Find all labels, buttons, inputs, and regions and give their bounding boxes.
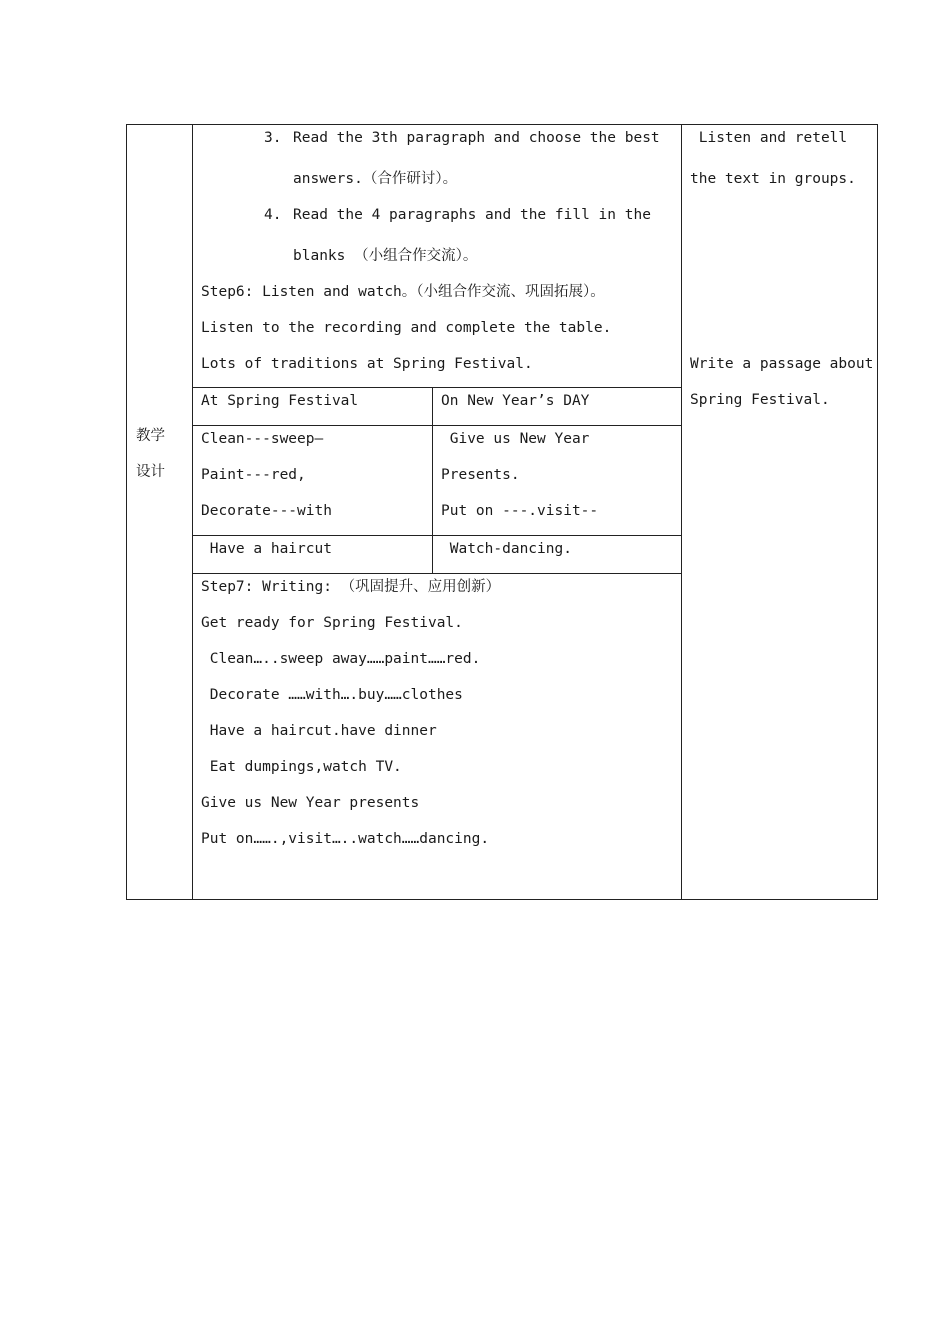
inner-table-top <box>192 387 682 388</box>
item-3-line-1: Read the 3th paragraph and choose the best <box>293 130 660 146</box>
step7-line-4: Have a haircut.have dinner <box>201 723 437 739</box>
step7-line-2: Clean…..sweep away……paint……red. <box>201 651 481 667</box>
table-cell-right-3: Put on ---.visit-- <box>441 503 599 519</box>
item-4-line-1: Read the 4 paragraphs and the fill in the <box>293 207 651 223</box>
table-border-bottom <box>126 899 878 900</box>
table-cell-right-2: Presents. <box>441 467 520 483</box>
table-header-right: On New Year’s DAY <box>441 393 590 409</box>
column-divider-1 <box>192 124 193 900</box>
right-line-2: the text in groups. <box>690 171 856 187</box>
right-line-1: Listen and retell <box>690 130 848 146</box>
inner-table-bottom <box>192 573 682 574</box>
table-cell-left-2: Paint---red, <box>201 467 306 483</box>
table-cell-left-3: Decorate---with <box>201 503 332 519</box>
item-3-number: 3. <box>264 130 282 146</box>
table-header-left: At Spring Festival <box>201 393 359 409</box>
step7-line-7: Put on…….,visit…..watch……dancing. <box>201 831 490 847</box>
right-line-4: Spring Festival. <box>690 392 830 408</box>
side-label-line-1: 教学 <box>136 428 165 444</box>
item-3-line-2: answers.（合作研讨）。 <box>293 171 458 187</box>
step6-instruction: Listen to the recording and complete the table. <box>201 320 612 336</box>
inner-table-row-line-2 <box>192 535 682 536</box>
item-4-number: 4. <box>264 207 282 223</box>
table-row2-right: Watch-dancing. <box>441 541 572 557</box>
step7-heading: Step7: Writing: （巩固提升、应用创新） <box>201 579 501 595</box>
table-cell-left-1: Clean---sweep— <box>201 431 324 447</box>
table-border-top <box>126 124 878 125</box>
column-divider-2 <box>681 124 682 900</box>
side-label-line-2: 设计 <box>136 464 165 480</box>
table-border-left <box>126 124 127 900</box>
traditions-line: Lots of traditions at Spring Festival. <box>201 356 533 372</box>
step6-heading: Step6: Listen and watch。（小组合作交流、巩固拓展）。 <box>201 284 605 300</box>
item-4-line-2: blanks （小组合作交流）。 <box>293 248 478 264</box>
inner-table-row-line-1 <box>192 425 682 426</box>
table-border-right <box>877 124 878 900</box>
step7-line-3: Decorate ……with….buy……clothes <box>201 687 463 703</box>
step7-line-5: Eat dumpings,watch TV. <box>201 759 402 775</box>
inner-table-column-divider <box>432 387 433 574</box>
step7-line-1: Get ready for Spring Festival. <box>201 615 463 631</box>
step7-line-6: Give us New Year presents <box>201 795 420 811</box>
table-cell-right-1: Give us New Year <box>441 431 590 447</box>
right-line-3: Write a passage about <box>690 356 874 372</box>
table-row2-left: Have a haircut <box>201 541 332 557</box>
